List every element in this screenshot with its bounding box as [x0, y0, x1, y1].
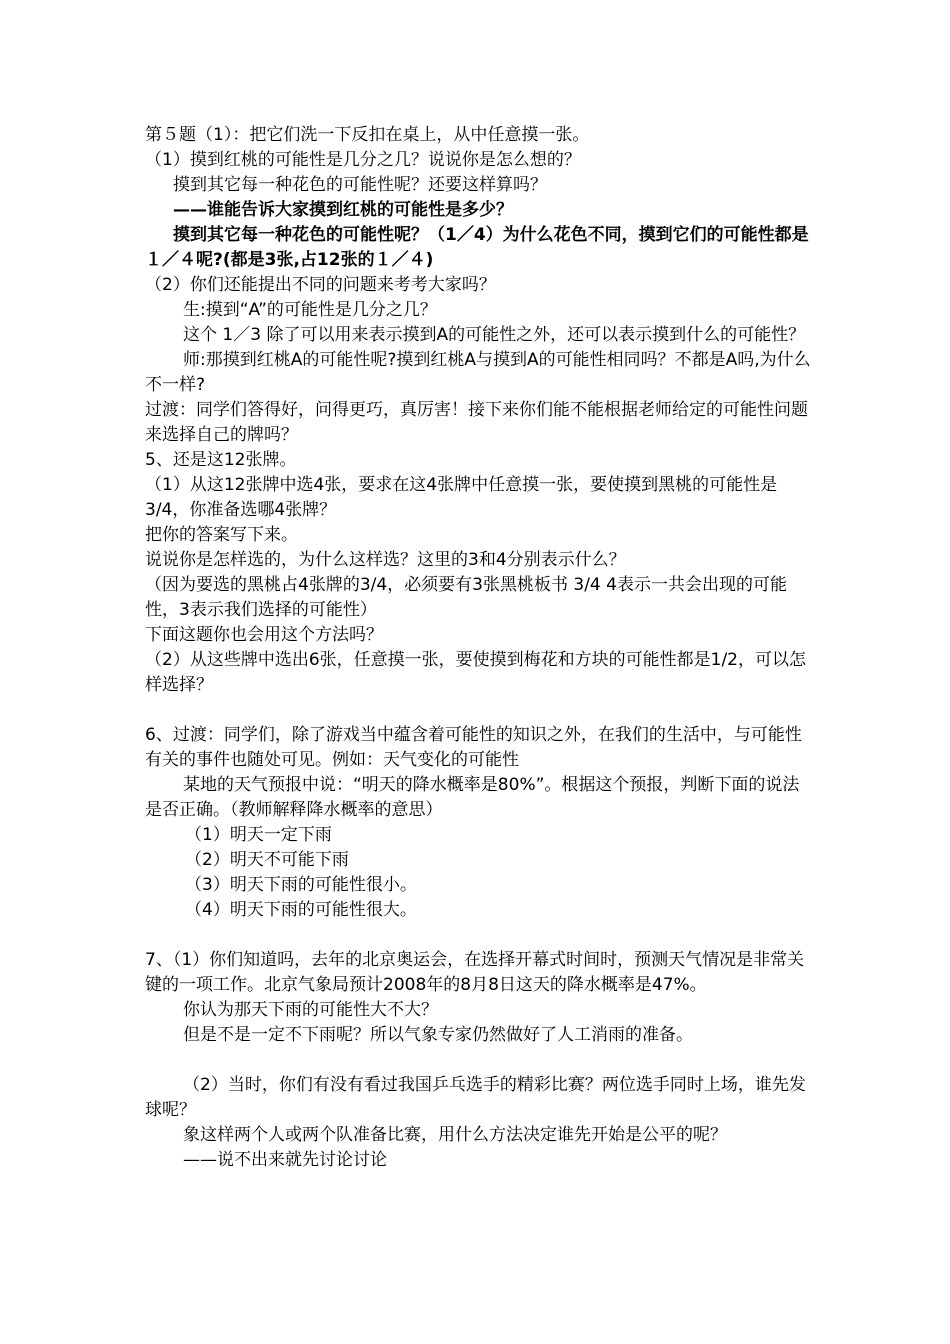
paragraph-rain-chance: 你认为那天下雨的可能性大不大？	[183, 1000, 438, 1020]
blank-line	[145, 923, 813, 948]
paragraph-q7-olympics: 7、（1）你们知道吗，去年的北京奥运会，在选择开幕式时间时，预测天气情况是非常关键的一项工作。北京气象局预计2008年的8月8日这天的降水概率是47%。	[145, 950, 805, 995]
paragraph-student-question: 生:摸到“A”的可能性是几分之几？	[183, 300, 437, 320]
blank-line	[145, 698, 813, 723]
document-body	[145, 123, 813, 1173]
paragraph-pingpong: （2）当时，你们有没有看过我国乒乓选手的精彩比赛？两位选手同时上场，谁先发球呢？	[145, 1075, 806, 1120]
paragraph-one-third: 这个 1／3 除了可以用来表示摸到A的可能性之外，还可以表示摸到什么的可能性？	[183, 325, 806, 345]
paragraph-same-method: 下面这题你也会用这个方法吗？	[145, 625, 383, 645]
blank-line	[145, 1048, 813, 1073]
paragraph-q5-intro: 第５题（1）：把它们洗一下反扣在桌上，从中任意摸一张。	[145, 125, 590, 145]
paragraph-q5-choose4: （1）从这12张牌中选4张，要求在这4张牌中任意摸一张，要使摸到黑桃的可能性是3/4，你准备选哪4张牌？	[145, 475, 778, 520]
paragraph-forecast: 某地的天气预报中说：“明天的降水概率是80%”。根据这个预报，判断下面的说法是否正确。（教师解释降水概率的意思）	[145, 775, 800, 820]
paragraph-transition-1: 过渡：同学们答得好，问得更巧，真厉害！接下来你们能不能根据老师给定的可能性问题来选择自己的牌吗？	[145, 400, 808, 445]
paragraph-why-same: 摸到其它每一种花色的可能性呢？（1／4）为什么花色不同，摸到它们的可能性都是１／４呢?(都是3张,占12张的１／４)	[145, 225, 809, 270]
option-2: （2）明天不可能下雨	[185, 850, 349, 870]
paragraph-fair-method: 象这样两个人或两个队准备比赛，用什么方法决定谁先开始是公平的呢？	[183, 1125, 727, 1145]
paragraph-q5-2: （2）你们还能提出不同的问题来考考大家吗？	[145, 275, 496, 295]
paragraph-rain-prep: 但是不是一定不下雨呢？所以气象专家仍然做好了人工消雨的准备。	[183, 1025, 693, 1045]
paragraph-q5-1: （1）摸到红桃的可能性是几分之几？说说你是怎么想的？	[145, 150, 581, 170]
paragraph-choose6: （2）从这些牌中选出6张，任意摸一张，要使摸到梅花和方块的可能性都是1/2，可以怎样选择？	[145, 650, 806, 695]
paragraph-who-can-tell: ——谁能告诉大家摸到红桃的可能性是多少？	[173, 200, 513, 220]
paragraph-reason: （因为要选的黑桃占4张牌的3/4，必须要有3张黑桃板书 3/4 4表示一共会出现的可能性，3表示我们选择的可能性）	[145, 575, 787, 620]
option-4: （4）明天下雨的可能性很大。	[185, 900, 417, 920]
paragraph-discuss: ——说不出来就先讨论讨论	[183, 1150, 387, 1170]
option-1: （1）明天一定下雨	[185, 825, 332, 845]
paragraph-write-answer: 把你的答案写下来。	[145, 525, 298, 545]
paragraph-q5-title: 5、还是这12张牌。	[145, 450, 297, 470]
paragraph-teacher-question: 师:那摸到红桃A的可能性呢?摸到红桃A与摸到A的可能性相同吗？不都是A吗,为什么不一样?	[145, 350, 811, 395]
paragraph-q6-transition: 6、过渡：同学们，除了游戏当中蕴含着可能性的知识之外，在我们的生活中，与可能性有关的事件也随处可见。例如：天气变化的可能性	[145, 725, 802, 770]
paragraph-other-suits: 摸到其它每一种花色的可能性呢？还要这样算吗？	[173, 175, 547, 195]
option-3: （3）明天下雨的可能性很小。	[185, 875, 417, 895]
paragraph-explain-choice: 说说你是怎样选的，为什么这样选？这里的3和4分别表示什么？	[145, 550, 626, 570]
